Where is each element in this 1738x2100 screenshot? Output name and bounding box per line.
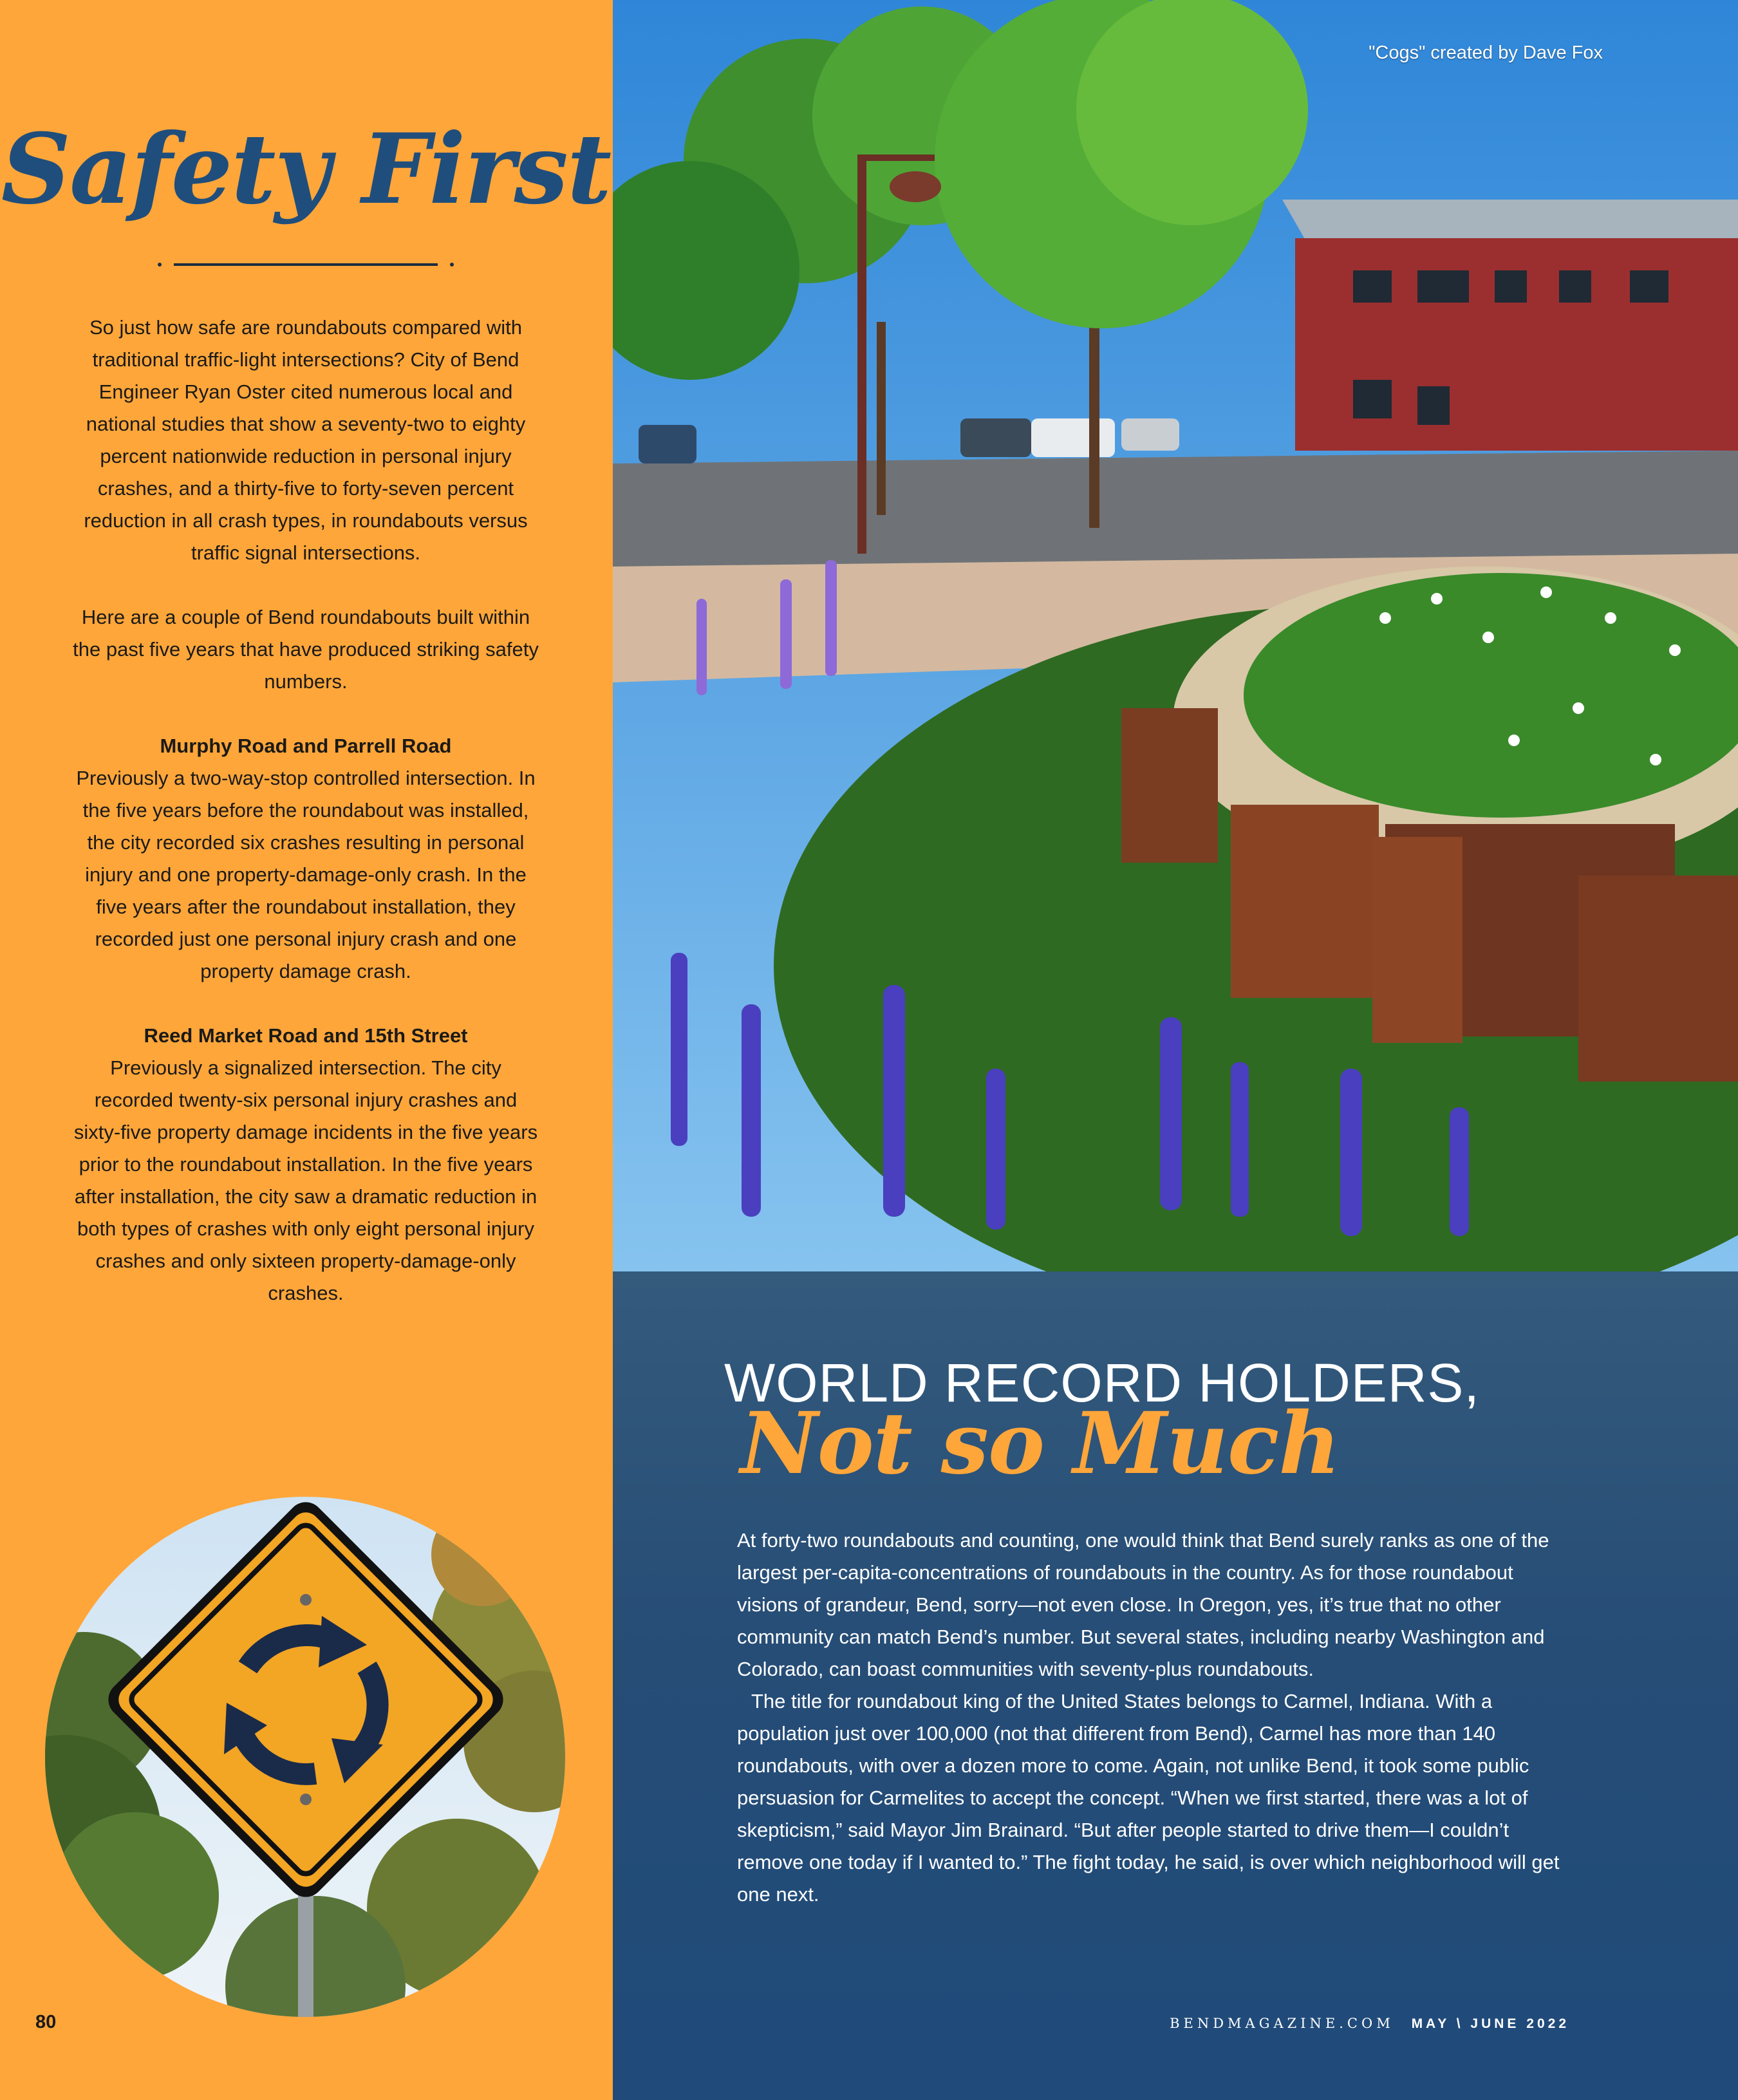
case-heading: Reed Market Road and 15th Street bbox=[144, 1024, 468, 1047]
feature-article bbox=[737, 1524, 1574, 1911]
sidebar-paragraph: Here are a couple of Bend roundabouts built within the past five years that have produced striking safety numbers. bbox=[73, 606, 539, 693]
page-footer bbox=[1170, 2016, 1569, 2032]
page-number: 80 bbox=[35, 2012, 57, 2032]
case-block bbox=[71, 1020, 541, 1309]
sidebar-title: Safety First bbox=[1, 113, 611, 226]
case-text: Previously a two-way-stop controlled intersection. In the five years before the roundabout was installed, the city recorded six crashes resulting in personal injury and one property-damage-only crash. In the five years after the roundabout installation, they recorded just one personal injury crash and one property damage crash. bbox=[76, 767, 536, 982]
case-block bbox=[71, 730, 541, 988]
case-text: Previously a signalized intersection. The city recorded twenty-six personal injury crashes and sixty-five property damage incidents in the five years prior to the roundabout installation. In the five years after installation, the city saw a dramatic reduction in both types of crashes with only eight personal injury crashes and only sixteen property-damage-only crashes. bbox=[73, 1056, 538, 1304]
roundabout-sign-photo bbox=[45, 1497, 565, 2017]
feature-paragraph: The title for roundabout king of the United States belongs to Carmel, Indiana. With a population just over 100,000 (not that different from Bend), Carmel has more than 140 roundabouts, with over a dozen more to come. Again, not unlike Bend, it took some public persuasion for Carmelites to accept the concept. “When we first started, there was a lot of skepticism,” said Mayor Jim Brainard. “But after people started to drive them—I couldn’t remove one today if I wanted to.” The fight today, he said, is over which neighborhood will get one next. bbox=[737, 1690, 1560, 1906]
feature-heading: WORLD RECORD HOLDERS, bbox=[724, 1353, 1480, 1413]
feature-paragraph: At forty-two roundabouts and counting, one would think that Bend surely ranks as one of the largest per-capita-concentrations of roundabouts in the country. As for those roundabout visions of grandeur, Bend, sorry—not even close. In Oregon, yes, it’s true that no other community can match Bend’s number. But several states, including nearby Washington and Colorado, can boast communities with seventy-plus roundabouts. bbox=[737, 1529, 1549, 1680]
feature-subheading: Not so Much bbox=[740, 1394, 1340, 1494]
footer-site: BENDMAGAZINE.COM bbox=[1170, 2016, 1394, 2031]
footer-issue: MAY \ JUNE 2022 bbox=[1411, 2016, 1569, 2031]
cogs-sculpture-photo bbox=[613, 0, 1738, 1271]
case-heading: Murphy Road and Parrell Road bbox=[160, 735, 452, 757]
sidebar-article bbox=[71, 312, 541, 1342]
photo-credit: "Cogs" created by Dave Fox bbox=[1369, 42, 1603, 63]
title-rule bbox=[158, 259, 454, 270]
sidebar-paragraph: So just how safe are roundabouts compared with traditional traffic-light intersections? City of Bend Engineer Ryan Oster cited numerous local and national studies that show a seventy-two to eighty percent nationwide reduction in personal injury crashes, and a thirty-five to forty-seven percent reduction in all crash types, in roundabouts versus traffic signal intersections. bbox=[84, 316, 528, 564]
